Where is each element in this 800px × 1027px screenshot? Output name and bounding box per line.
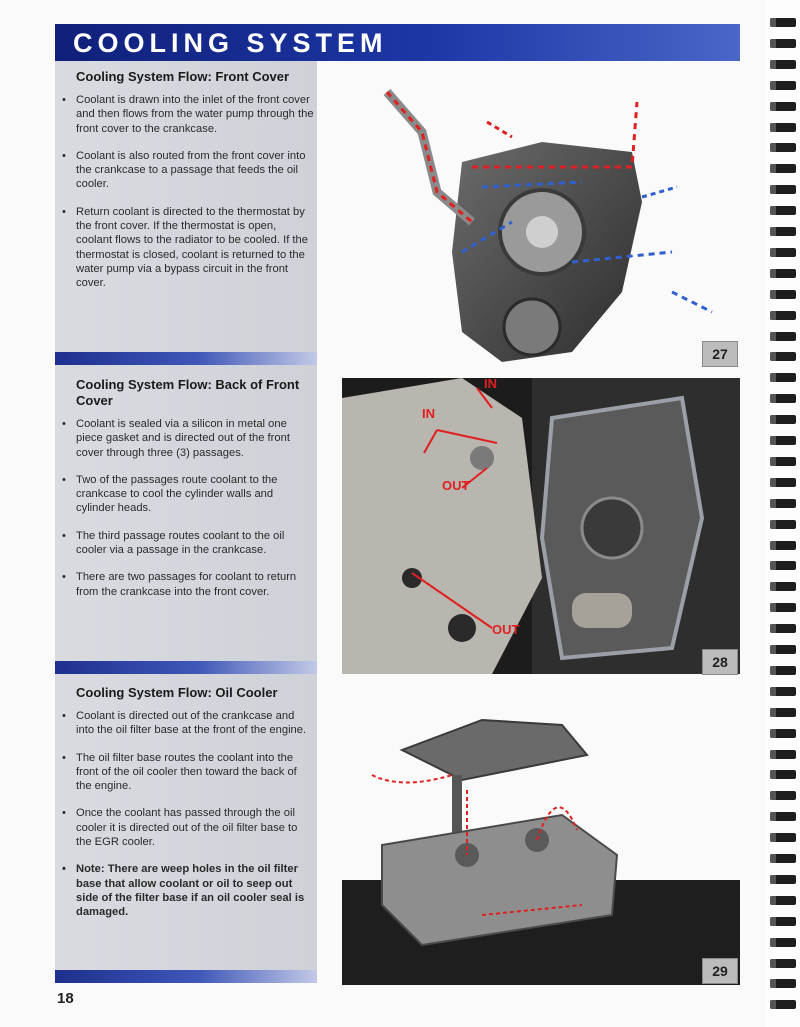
binding-coil (770, 979, 796, 988)
binding-coil (770, 959, 796, 968)
bullet-list (62, 93, 314, 291)
binding-coil (770, 206, 796, 215)
binding-coil (770, 1000, 796, 1009)
label-out: OUT (492, 622, 520, 637)
binding-coil (770, 373, 796, 382)
binding-coil (770, 833, 796, 842)
binding-coil (770, 812, 796, 821)
figure-number: 29 (702, 958, 738, 984)
binding-coil (770, 415, 796, 424)
list-item: • Once the coolant has passed through the oil cooler it is directed out of the oil filter base to the EGR cooler. (62, 806, 314, 849)
binding-coil (770, 18, 796, 27)
binding-coil (770, 603, 796, 612)
note-item: • Note: There are weep holes in the oil filter base that allow coolant or oil to seep out side of the filter base if an oil cooler seal is damaged. (62, 862, 314, 919)
page-header (55, 24, 740, 61)
bullet-list (62, 709, 314, 920)
binding-coil (770, 123, 796, 132)
binding-coil (770, 791, 796, 800)
binding-coil (770, 290, 796, 299)
binding-coil (770, 750, 796, 759)
binding-coil (770, 185, 796, 194)
label-in: IN (484, 378, 497, 391)
bullet-list (62, 417, 314, 599)
binding-coil (770, 708, 796, 717)
section-back-of-front-cover (62, 377, 314, 612)
binding-coil (770, 457, 796, 466)
page-number: 18 (57, 990, 74, 1007)
section-front-cover (62, 69, 314, 304)
binding-coil (770, 499, 796, 508)
binding-coil (770, 582, 796, 591)
binding-coil (770, 854, 796, 863)
figure-number: 27 (702, 341, 738, 367)
list-item: • There are two passages for coolant to return from the crankcase into the front cover. (62, 570, 314, 599)
back-of-front-cover-image (342, 378, 740, 674)
binding-coil (770, 143, 796, 152)
binding-coil (770, 770, 796, 779)
list-item: • Coolant is drawn into the inlet of the front cover and then flows from the water pump through the front cover to the crankcase. (62, 93, 314, 136)
section-divider (55, 970, 317, 983)
binding-coil (770, 60, 796, 69)
label-out: OUT (442, 478, 470, 493)
binding-coil (770, 917, 796, 926)
binding-coil (770, 248, 796, 257)
page-title: COOLING SYSTEM (73, 28, 388, 58)
binding-coil (770, 938, 796, 947)
section-oil-cooler (62, 685, 314, 933)
binding-coil (770, 164, 796, 173)
binding-coil (770, 394, 796, 403)
binding-coil (770, 311, 796, 320)
binding-coil (770, 520, 796, 529)
list-item: • Coolant is sealed via a silicon in metal one piece gasket and is directed out of the front cover through three (3) passages. (62, 417, 314, 460)
label-in: IN (422, 406, 435, 421)
binding-coil (770, 624, 796, 633)
binding-coil (770, 687, 796, 696)
binding-coil (770, 436, 796, 445)
binding-coil (770, 645, 796, 654)
binding-coil (770, 561, 796, 570)
binding-coil (770, 875, 796, 884)
binding-coil (770, 352, 796, 361)
binding-coil (770, 269, 796, 278)
section-title: Cooling System Flow: Oil Cooler (76, 685, 278, 700)
binding-coil (770, 81, 796, 90)
binding-coil (770, 666, 796, 675)
section-divider (55, 661, 317, 674)
list-item: • Coolant is also routed from the front cover into the crankcase to a passage that feeds the oil cooler. (62, 149, 314, 192)
list-item: • Return coolant is directed to the thermostat by the front cover. If the thermostat is open, coolant flows to the radiator to be cooled. If the thermostat is closed, coolant is returned to the water pump via a bypass circuit in the front cover. (62, 205, 314, 291)
spiral-binding (766, 0, 800, 1027)
section-title: Cooling System Flow: Front Cover (76, 69, 290, 84)
section-divider (55, 352, 317, 365)
list-item: • The oil filter base routes the coolant into the front of the oil cooler then toward the back of the engine. (62, 751, 314, 794)
binding-coil (770, 227, 796, 236)
list-item: • The third passage routes coolant to the oil cooler via a passage in the crankcase. (62, 529, 314, 558)
binding-coil (770, 729, 796, 738)
binding-coil (770, 39, 796, 48)
front-cover-flow-image (342, 72, 740, 368)
section-title: Cooling System Flow: Back of Front Cover (76, 377, 300, 408)
oil-cooler-flow-image (342, 705, 740, 985)
figure-number: 28 (702, 649, 738, 675)
binding-coil (770, 541, 796, 550)
binding-coil (770, 102, 796, 111)
list-item: • Two of the passages route coolant to the crankcase to cool the cylinder walls and cylinder heads. (62, 473, 314, 516)
list-item: • Coolant is directed out of the crankcase and into the oil filter base at the front of the engine. (62, 709, 314, 738)
binding-coil (770, 896, 796, 905)
binding-coil (770, 332, 796, 341)
binding-coil (770, 478, 796, 487)
